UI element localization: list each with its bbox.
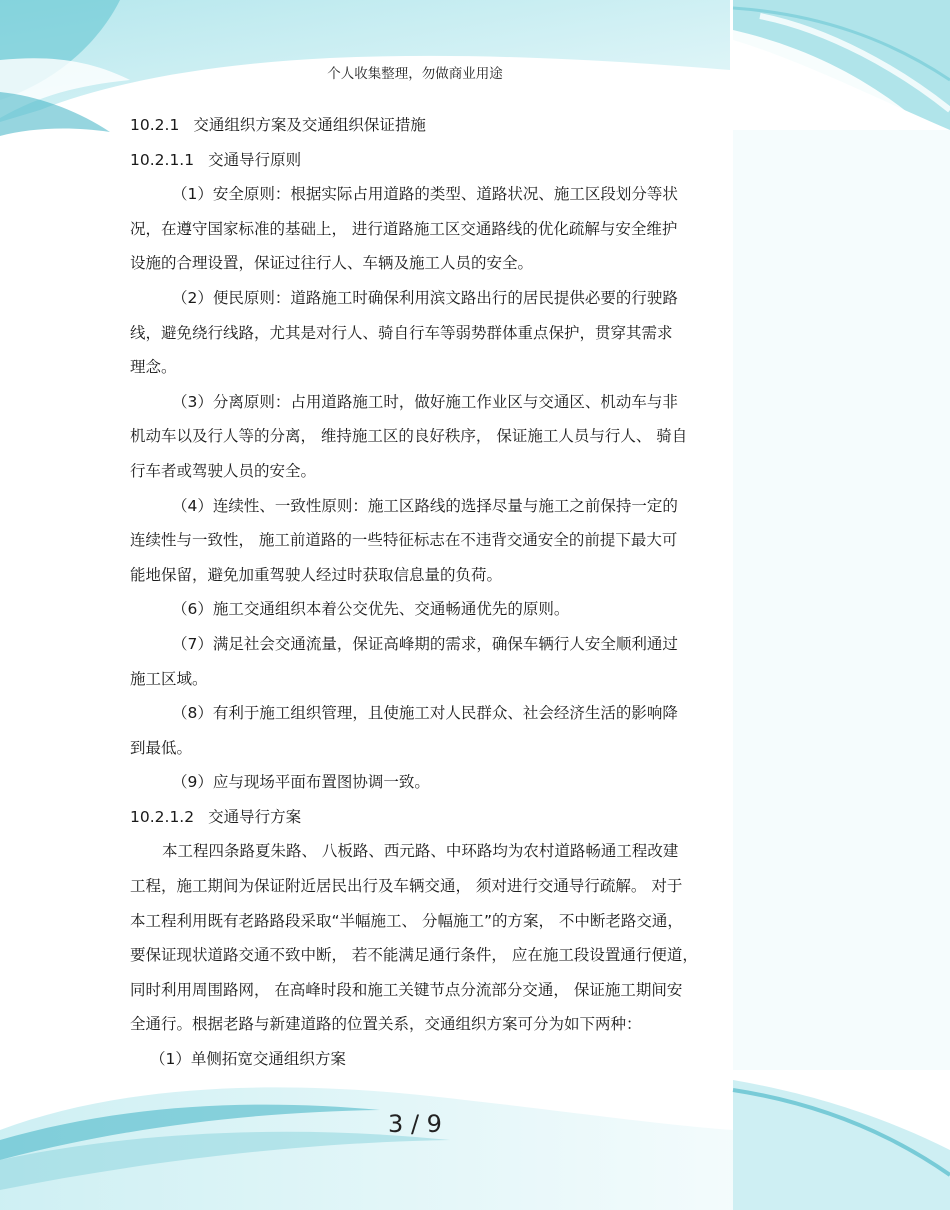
principle-3-line-1: （3）分离原则：占用道路施工时，做好施工作业区与交通区、机动车与非	[172, 392, 678, 411]
principle-7-line-1: （7）满足社会交通流量，保证高峰期的需求，确保车辆行人安全顺利通过	[172, 634, 678, 653]
principle-4-line-3: 能地保留，避免加重驾驶人经过时获取信息量的负荷。	[130, 565, 503, 584]
page-number: 3 / 9	[388, 1110, 442, 1138]
principle-8-line-2: 到最低。	[130, 738, 193, 757]
section-title: 交通组织方案及交通组织保证措施	[193, 116, 426, 134]
scheme-line-4: 要保证现状道路交通不致中断， 若不能满足通行条件， 应在施工段设置通行便道，	[130, 946, 698, 965]
page-header-note: 个人收集整理，勿做商业用途	[327, 66, 503, 82]
principle-4-line-2: 连续性与一致性， 施工前道路的一些特征标志在不违背交通安全的前提下最大可	[130, 531, 678, 550]
section-title: 交通导行方案	[208, 807, 302, 826]
principle-9-line-1: （9）应与现场平面布置图协调一致。	[172, 773, 430, 792]
principle-1-line-1: （1）安全原则：根据实际占用道路的类型、道路状况、施工区段划分等状	[172, 185, 678, 204]
scheme-line-2: 工程，施工期间为保证附近居民出行及车辆交通， 须对进行交通导行疏解。 对于	[130, 877, 683, 896]
scheme-line-1: 本工程四条路夏朱路、 八板路、西元路、中环路均为农村道路畅通工程改建	[162, 842, 679, 861]
section-number: 10.2.1.1	[130, 150, 195, 169]
principle-4-line-1: （4）连续性、一致性原则：施工区路线的选择尽量与施工之前保持一定的	[172, 496, 678, 515]
section-title: 交通导行原则	[208, 150, 302, 169]
principle-1-line-3: 设施的合理设置，保证过往行人、车辆及施工人员的安全。	[130, 254, 534, 273]
principle-3-line-2: 机动车以及行人等的分离， 维持施工区的良好秩序， 保证施工人员与行人、 骑自	[130, 427, 688, 446]
section-heading-10-2-1-1	[130, 143, 725, 178]
principle-1-line-2: 况，在遵守国家标准的基础上， 进行道路施工区交通路线的优化疏解与安全维护	[130, 219, 678, 238]
principle-6-line-1: （6）施工交通组织本着公交优先、交通畅通优先的原则。	[172, 600, 570, 619]
principle-7-line-2: 施工区域。	[130, 669, 208, 688]
section-heading-10-2-1-2	[130, 800, 725, 835]
principle-8-line-1: （8）有利于施工组织管理，且使施工对人民群众、社会经济生活的影响降	[172, 704, 678, 723]
scheme-line-3: 本工程利用既有老路路段采取“半幅施工、 分幅施工”的方案， 不中断老路交通，	[130, 911, 683, 930]
section-number: 10.2.1.2	[130, 807, 195, 826]
document-body	[130, 108, 725, 1077]
principle-2-line-3: 理念。	[130, 358, 177, 377]
scheme-item-1: （1）单侧拓宽交通组织方案	[150, 1050, 346, 1069]
scheme-line-5: 同时利用周围路网， 在高峰时段和施工关键节点分流部分交通， 保证施工期间安	[130, 980, 683, 999]
principle-2-line-2: 线，避免绕行线路，尤其是对行人、骑自行车等弱势群体重点保护，贯穿其需求	[130, 323, 673, 342]
section-heading-10-2-1	[130, 108, 725, 143]
scheme-line-6: 全通行。根据老路与新建道路的位置关系，交通组织方案可分为如下两种：	[130, 1015, 642, 1034]
section-number: 10.2.1	[130, 116, 180, 134]
principle-2-line-1: （2）便民原则：道路施工时确保利用滨文路出行的居民提供必要的行驶路	[172, 288, 678, 307]
principle-3-line-3: 行车者或驾驶人员的安全。	[130, 461, 317, 480]
